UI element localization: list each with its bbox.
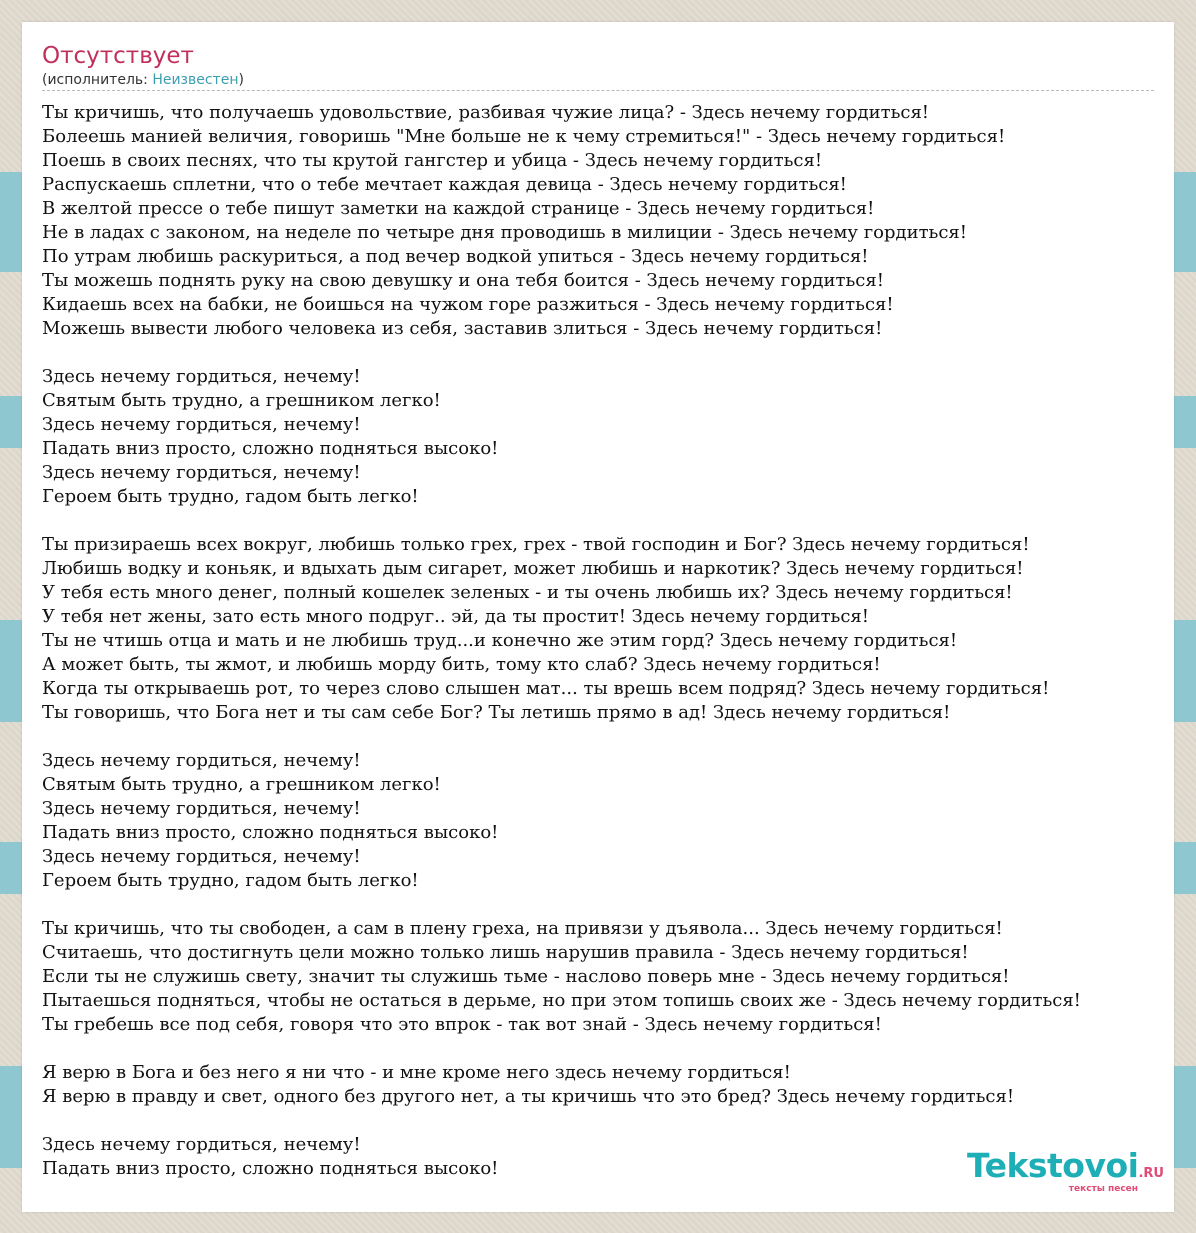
lyrics-line: Пытаешься подняться, чтобы не остаться в дерьме, но при этом топишь своих же - Здесь нечему гордиться!: [42, 990, 1081, 1011]
lyrics-line: Когда ты открываешь рот, то через слово слышен мат... ты врешь всем подряд? Здесь нечему гордиться!: [42, 678, 1050, 699]
lyrics-line: Падать вниз просто, сложно подняться высоко!: [42, 1158, 499, 1179]
title-divider: [42, 90, 1154, 91]
lyrics-line: Распускаешь сплетни, что о тебе мечтает каждая девица - Здесь нечему гордиться!: [42, 174, 847, 195]
lyrics-line: Ты не чтишь отца и мать и не любишь труд...и конечно же этим горд? Здесь нечему гордиться!: [42, 630, 958, 651]
lyrics-line: А может быть, ты жмот, и любишь морду бить, тому кто слаб? Здесь нечему гордиться!: [42, 654, 881, 675]
lyrics-line: Ты говоришь, что Бога нет и ты сам себе Бог? Ты летишь прямо в ад! Здесь нечему гордиться!: [42, 702, 951, 723]
lyrics-line: Ты призираешь всех вокруг, любишь только грех, грех - твой господин и Бог? Здесь нечему гордиться!: [42, 534, 1030, 555]
lyrics-line: Любишь водку и коньяк, и вдыхать дым сигарет, может любишь и наркотик? Здесь нечему гордиться!: [42, 558, 1024, 579]
lyrics-line: Я верю в правду и свет, одного без другого нет, а ты кричишь что это бред? Здесь нечему гордиться!: [42, 1086, 1015, 1107]
lyrics-line: Святым быть трудно, а грешником легко!: [42, 774, 441, 795]
logo-tagline: тексты песен: [1068, 1184, 1138, 1194]
song-title: Отсутствует: [42, 43, 194, 69]
lyrics-line: Ты кричишь, что ты свободен, а сам в плену греха, на привязи у дъявола... Здесь нечему гордиться!: [42, 918, 1003, 939]
lyrics-blank-line: [42, 893, 1172, 917]
lyrics-text: [42, 101, 1172, 1181]
lyrics-blank-line: [42, 725, 1172, 749]
lyrics-line: Я верю в Бога и без него я ни что - и мне кроме него здесь нечему гордиться!: [42, 1062, 791, 1083]
lyrics-line: Святым быть трудно, а грешником легко!: [42, 390, 441, 411]
lyrics-line: Здесь нечему гордиться, нечему!: [42, 750, 361, 771]
lyrics-line: Здесь нечему гордиться, нечему!: [42, 798, 361, 819]
lyrics-line: Поешь в своих песнях, что ты крутой гангстер и убица - Здесь нечему гордиться!: [42, 150, 823, 171]
lyrics-line: В желтой прессе о тебе пишут заметки на каждой странице - Здесь нечему гордиться!: [42, 198, 875, 219]
lyrics-line: Падать вниз просто, сложно подняться высоко!: [42, 822, 499, 843]
logo-wordmark: Tekstovoi: [966, 1146, 1139, 1185]
lyrics-line: Здесь нечему гордиться, нечему!: [42, 366, 361, 387]
lyrics-blank-line: [42, 509, 1172, 533]
lyrics-line: Падать вниз просто, сложно подняться высоко!: [42, 438, 499, 459]
lyrics-blank-line: [42, 341, 1172, 365]
lyrics-line: Ты можешь поднять руку на свою девушку и она тебя боится - Здесь нечему гордиться!: [42, 270, 884, 291]
lyrics-line: Если ты не служишь свету, значит ты служишь тьме - наслово поверь мне - Здесь нечему гордиться!: [42, 966, 1010, 987]
lyrics-line: Ты кричишь, что получаешь удовольствие, разбивая чужие лица? - Здесь нечему гордиться!: [42, 102, 930, 123]
lyrics-line: Болеешь манией величия, говоришь "Мне больше не к чему стремиться!" - Здесь нечему гордиться!: [42, 126, 1006, 147]
lyrics-line: Героем быть трудно, гадом быть легко!: [42, 486, 419, 507]
lyrics-card: [22, 22, 1174, 1212]
lyrics-line: Здесь нечему гордиться, нечему!: [42, 414, 361, 435]
lyrics-line: У тебя есть много денег, полный кошелек зеленых - и ты очень любишь их? Здесь нечему гордиться!: [42, 582, 1013, 603]
logo-domain-suffix: .RU: [1138, 1166, 1164, 1181]
performer-suffix: ): [238, 72, 244, 88]
lyrics-line: Здесь нечему гордиться, нечему!: [42, 846, 361, 867]
lyrics-line: Героем быть трудно, гадом быть легко!: [42, 870, 419, 891]
performer-prefix: (исполнитель:: [42, 72, 153, 88]
site-logo[interactable]: [967, 1148, 1164, 1194]
lyrics-line: Можешь вывести любого человека из себя, заставив злиться - Здесь нечему гордиться!: [42, 318, 883, 339]
lyrics-line: Здесь нечему гордиться, нечему!: [42, 1134, 361, 1155]
lyrics-line: У тебя нет жены, зато есть много подруг.. эй, да ты простит! Здесь нечему гордиться!: [42, 606, 870, 627]
lyrics-line: Не в ладах с законом, на неделе по четыре дня проводишь в милиции - Здесь нечему гордиться!: [42, 222, 967, 243]
lyrics-line: По утрам любишь раскуриться, а под вечер водкой упиться - Здесь нечему гордиться!: [42, 246, 869, 267]
lyrics-line: Здесь нечему гордиться, нечему!: [42, 462, 361, 483]
lyrics-blank-line: [42, 1037, 1172, 1061]
performer-link[interactable]: Неизвестен: [152, 72, 239, 88]
lyrics-line: Считаешь, что достигнуть цели можно только лишь нарушив правила - Здесь нечему гордиться!: [42, 942, 969, 963]
lyrics-blank-line: [42, 1109, 1172, 1133]
performer-line: [42, 71, 244, 89]
lyrics-line: Кидаешь всех на бабки, не боишься на чужом горе разжиться - Здесь нечему гордиться!: [42, 294, 894, 315]
lyrics-line: Ты гребешь все под себя, говоря что это впрок - так вот знай - Здесь нечему гордиться!: [42, 1014, 882, 1035]
